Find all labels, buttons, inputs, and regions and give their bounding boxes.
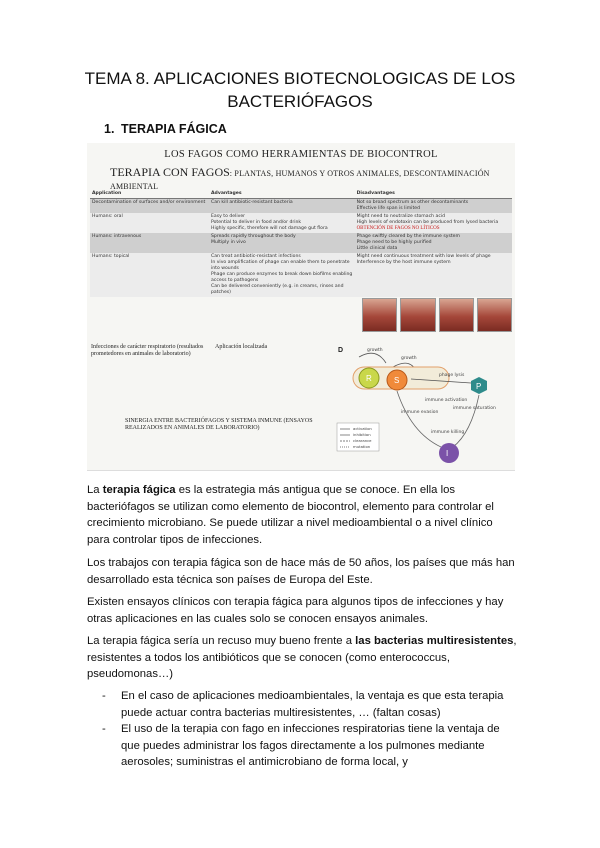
bullet-dash: -: [102, 690, 106, 702]
table-cell-text: Might need to neutralize stomach acid High levels of endotoxin can be produced from lysed bacteria: [356, 214, 499, 225]
section-number: 1.: [104, 122, 115, 136]
table-cell: Humans: topical: [90, 253, 209, 297]
table-header-disadvantages: Disadvantages: [355, 189, 512, 199]
text-run: , resistentes a todos los antibióticos que se conocen (como enterococcus, pseudomonas…): [87, 635, 517, 680]
table-cell: Can treat antibiotic-resistant infections In vivo amplification of phage can enable them to penetrate into wounds Phage can produce enzymes to break down biofilms enabling access to pathogens Can be delivered conveniently (e.g. in creams, rinses and patches): [209, 253, 355, 297]
paragraph: [87, 633, 517, 683]
bold-term: las bacterias multiresistentes: [355, 635, 514, 647]
figure-phage-biocontrol: [87, 143, 515, 471]
list-item-text: En el caso de aplicaciones medioambientales, la ventaja es que esta terapia puede actuar contra bacterias multiresistentes, … (faltan cosas): [121, 690, 504, 719]
list-item-text: El uso de la terapia con fago en infecciones respiratorias tiene la ventaja de que puedes administrar los fagos directamente a los pulmones mediante aerosoles; suministras el antimicrobiano de forma local, y: [121, 723, 500, 768]
paragraph: Los trabajos con terapia fágica son de hace más de 50 años, los países que más han desarrollado esta técnica son países de Europa del Este.: [87, 557, 515, 586]
panel-letter: D: [338, 347, 344, 354]
title-line-2: BACTERIÓFAGOS: [227, 92, 373, 111]
legend-entry: activation: [353, 426, 372, 431]
table-cell: Easy to deliver Potential to deliver in food and/or drink Highly specific, therefore will not damage gut flora: [209, 213, 355, 233]
caption-synergy: SINERGIA ENTRE BACTERIÓFAGOS Y SISTEMA INMUNE (ENSAYOS REALIZADOS EN ANIMALES DE LABORATORIO): [125, 418, 313, 431]
section-label: TERAPIA FÁGICA: [121, 122, 227, 136]
table-header-advantages: Advantages: [209, 189, 355, 199]
table-cell: Decontamination of surfaces and/or environment: [90, 199, 209, 214]
diagram-label: growth: [367, 348, 383, 353]
wound-photo: [477, 298, 512, 332]
phage-immune-diagram: [331, 343, 513, 467]
phage-therapy-table: [90, 189, 512, 297]
diagram-label: immune activation: [425, 398, 468, 403]
table-cell: Phage swiftly cleared by the immune system Phage need to be highly purified Little clinical data: [355, 233, 512, 253]
red-annotation: OBTENCIÓN DE FAGOS NO LÍTICOS: [356, 226, 440, 231]
table-cell: Not so broad spectrum as other decontaminants Effective life span is limited: [355, 199, 512, 214]
table-cell: Spreads rapidly throughout the body Multiply in vivo: [209, 233, 355, 253]
list-item: [87, 688, 517, 721]
table-row: [90, 199, 512, 214]
text-run: es la estrategia más antigua que se conoce. En ella los bacteriófagos se utilizan como elemento de biocontrol, elemento para controlar el crecimiento microbiano. Se puede utilizar a nivel medioambiental o a nivel clínico para controlar tipos de infecciones.: [87, 484, 494, 546]
figure-subtitle-detail: : PLANTAS, HUMANOS Y OTROS ANIMALES, DESCONTAMINACIÓN AMBIENTAL: [110, 169, 490, 191]
title-line-1: TEMA 8. APLICACIONES BIOTECNOLOGICAS DE LOS: [84, 69, 516, 88]
table-cell: Might need continuous treatment with low levels of phage Interference by the host immune system: [355, 253, 512, 297]
caption-respiratory: Infecciones de carácter respiratorio (resultados prometedores en animales de laboratorio): [91, 344, 204, 357]
paragraph: [87, 482, 517, 548]
bullet-list: [87, 688, 517, 771]
table-row: [90, 253, 512, 297]
legend-entry: mutation: [353, 444, 371, 449]
wound-photo: [362, 298, 397, 332]
diagram-label: immune saturation: [453, 406, 496, 411]
node-label: I: [446, 449, 449, 458]
bold-term: terapia fágica: [102, 484, 176, 496]
caption-localized: Aplicación localizada: [215, 344, 268, 350]
node-label: P: [476, 382, 482, 391]
table-row: [90, 233, 512, 253]
diagram-label: immune killing: [431, 430, 465, 435]
immune-i-node: [439, 443, 459, 463]
page-title: [60, 67, 540, 113]
list-item: [87, 721, 517, 771]
wound-photo: [400, 298, 435, 332]
text-run: La terapia fágica sería un recuso muy bueno frente a: [87, 635, 356, 647]
legend-entry: inhibition: [353, 432, 371, 437]
bullet-dash: -: [102, 723, 106, 735]
node-label: R: [366, 374, 372, 383]
table-cell: Humans: intravenous: [90, 233, 209, 253]
growth-arrow: [359, 353, 386, 363]
diagram-label: growth: [401, 356, 417, 361]
wound-photos: [362, 298, 512, 332]
table-cell: [355, 213, 512, 233]
diagram-label: phage lysis: [439, 373, 465, 378]
node-label: S: [394, 376, 400, 385]
table-cell: Can kill antibiotic-resistant bacteria: [209, 199, 355, 214]
table-header-row: [90, 189, 512, 199]
table-cell: Humans: oral: [90, 213, 209, 233]
table-header-application: Application: [90, 189, 209, 199]
diagram-label: immune evasion: [401, 410, 439, 415]
legend-entry: clearance: [353, 438, 372, 443]
table-row: [90, 213, 512, 233]
paragraph: Existen ensayos clínicos con terapia fágica para algunos tipos de infecciones y hay otras aplicaciones en las cuales solo se conocen ensayos animales.: [87, 596, 504, 625]
section-heading: [104, 122, 227, 136]
figure-title: LOS FAGOS COMO HERRAMIENTAS DE BIOCONTROL: [164, 149, 438, 160]
figure-subtitle-main: TERAPIA CON FAGOS: [110, 165, 230, 179]
wound-photo: [439, 298, 474, 332]
text-run: La: [87, 484, 103, 496]
